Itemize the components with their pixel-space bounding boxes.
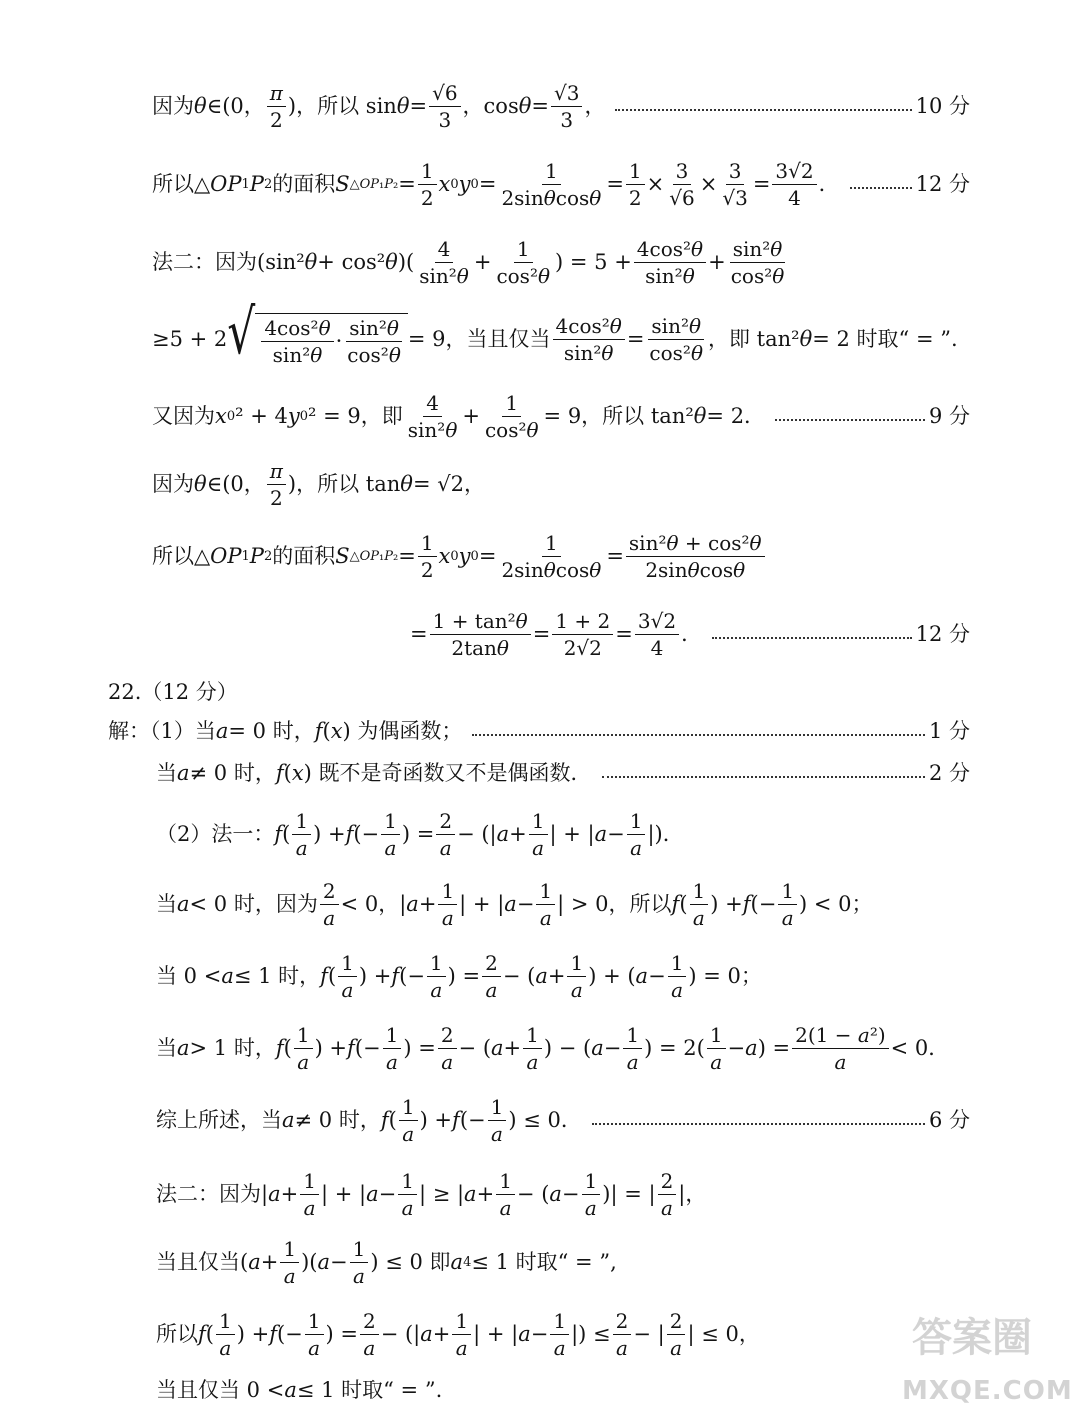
score-label: 12 分 [915, 171, 970, 196]
line-14: 当 0 < a ≤ 1 时， f ( 1 a ) + f (− 1 a ) = 2 a − ( a + 1 a ) + ( a − 1 a ) = 0； [156, 950, 762, 1002]
score-label: 6 分 [928, 1107, 970, 1132]
line-2: 所以△ OP 1 P 2 的面积 S △OP₁P₂ = 1 2 x 0 y 0 = 1 2sinθcosθ = 1 2 × 3 √6 × 3 √3 = 3√2 4 ． 12 分 [152, 158, 970, 210]
leader-dots [850, 187, 912, 189]
line-19: 所以 f ( 1 a ) + f (− 1 a ) = 2 a − (| a + 1 a | + | a − 1 a |) ≤ 2 a − | 2 a | ≤ 0， [156, 1308, 760, 1360]
line-5: 又因为 x 0 ² + 4 y 0 ² = 9，即 4 sin²θ + 1 cos²θ = 9，所以 tan² θ = 2． 9 分 [152, 390, 970, 442]
watermark-logo: 答案圈 [912, 1315, 1032, 1361]
leader-dots [712, 637, 912, 639]
leader-dots [592, 1123, 925, 1125]
line-13: 当 a < 0 时，因为 2 a < 0，| a + 1 a | + | a − 1 a | > 0，所以 f ( 1 a ) + f (− 1 a ) < 0； [156, 878, 873, 930]
line-1: 因为 θ ∈(0， π 2 )，所以 sin θ = √6 3 ，cos θ = √3 3 ， 10 分 [152, 80, 970, 132]
score-label: 12 分 [915, 621, 970, 646]
leader-dots [775, 419, 925, 421]
score-label: 2 分 [928, 760, 970, 785]
line-11: 当 a ≠ 0 时， f ( x ) 既不是奇函数又不是偶函数． 2 分 [156, 760, 970, 785]
question-22-heading: 22.（12 分） [108, 679, 238, 704]
line-17: 法二：因为| a + 1 a | + | a − 1 a | ≥ | a + 1 a − ( a − 1 a )| = | 2 a |， [156, 1168, 707, 1220]
line-20: 当且仅当 0 < a ≤ 1 时取“ = ”. [156, 1377, 443, 1402]
leader-dots [472, 734, 925, 736]
leader-dots [602, 776, 925, 778]
watermark-site: MXQE.COM [902, 1376, 1073, 1406]
score-label: 9 分 [928, 403, 970, 428]
line-3: 法二：因为(sin² θ + cos² θ )( 4 sin²θ + 1 cos²θ ) = 5 + 4cos²θ sin²θ + sin²θ cos²θ [152, 236, 785, 288]
line-15: 当 a > 1 时， f ( 1 a ) + f (− 1 a ) = 2 a − ( a + 1 a ) − ( a − 1 a ) = 2( 1 a − a ) = 2(1 − a²) a < 0． [156, 1022, 950, 1074]
line-7: 所以△ OP 1 P 2 的面积 S △OP₁P₂ = 1 2 x 0 y 0 = 1 2sinθcosθ = sin²θ + cos²θ 2sinθcosθ [152, 528, 767, 584]
line-16: 综上所述，当 a ≠ 0 时， f ( 1 a ) + f (− 1 a ) ≤ 0． 6 分 [156, 1094, 970, 1146]
line-8: = 1 + tan²θ 2tanθ = 1 + 2 2√2 = 3√2 4 ． 12 分 [410, 608, 970, 660]
line-10: 解：（1）当 a = 0 时， f ( x ) 为偶函数； 1 分 [108, 718, 970, 743]
line-4: ≥5 + 2 √ 4cos²θ sin²θ · sin²θ cos²θ = 9，当且仅当 4cos²θ sin²θ = sin²θ cos²θ ，即 tan² θ = 2 时取“ = ”. [152, 297, 958, 369]
line-12: （2）法一： f ( 1 a ) + f (− 1 a ) = 2 a − (| a + 1 a | + | a − 1 a |)． [156, 808, 684, 860]
score-label: 10 分 [915, 93, 970, 118]
line-6: 因为 θ ∈(0， π 2 )，所以 tan θ = √2， [152, 458, 485, 510]
score-label: 1 分 [928, 718, 970, 743]
leader-dots [615, 109, 911, 111]
line-18: 当且仅当( a + 1 a )( a − 1 a ) ≤ 0 即 a 4 ≤ 1 时取“ = ”, [156, 1236, 617, 1288]
